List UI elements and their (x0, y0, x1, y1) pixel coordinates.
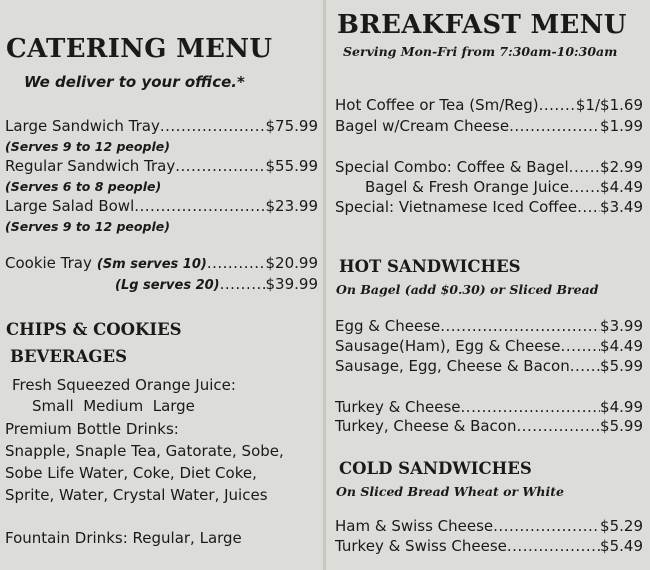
bottle-drinks-line: Sobe Life Water, Coke, Diet Coke, (5, 464, 257, 482)
item-price: $3.49 (600, 198, 643, 216)
item-name: Bagel w/Cream Cheese (335, 117, 510, 135)
item-price: $23.99 (265, 197, 318, 215)
leader-dots (507, 537, 600, 555)
item-name: Sausage(Ham), Egg & Cheese (335, 337, 561, 355)
bottle-drinks-line: Snapple, Snaple Tea, Gatorate, Sobe, (5, 442, 284, 460)
item-price: $4.99 (600, 398, 643, 416)
bottle-drinks-label: Premium Bottle Drinks: (5, 420, 179, 438)
menu-item-ham-swiss (335, 517, 643, 535)
leader-dots (207, 254, 266, 272)
hot-sandwiches-subtitle: On Bagel (add $0.30) or Sliced Bread (336, 282, 599, 297)
item-price: $5.99 (600, 417, 643, 435)
cold-sandwiches-heading: COLD SANDWICHES (339, 459, 532, 478)
item-name: Regular Sandwich Tray (5, 157, 176, 175)
menu-item-cookie-tray-small (5, 254, 318, 272)
cold-sandwiches-subtitle: On Sliced Bread Wheat or White (336, 484, 564, 499)
item-price: $1.99 (600, 117, 643, 135)
breakfast-title: BREAKFAST MENU (337, 10, 627, 40)
item-name: Cookie Tray (5, 254, 92, 272)
menu-item-bagel-orange-juice (365, 178, 643, 196)
menu-item-regular-sandwich-tray (5, 157, 318, 175)
leader-dots (493, 517, 600, 535)
item-size-note: (Lg serves 20) (115, 278, 220, 293)
item-name: Egg & Cheese (335, 317, 441, 335)
item-price: $39.99 (265, 275, 318, 293)
item-name: Large Salad Bowl (5, 197, 135, 215)
item-size-note: (Sm serves 10) (96, 257, 207, 272)
breakfast-hours: Serving Mon-Fri from 7:30am-10:30am (343, 44, 618, 59)
item-note: (Serves 9 to 12 people) (5, 219, 170, 234)
menu-item-large-salad-bowl (5, 197, 318, 215)
breakfast-column (327, 0, 650, 570)
leader-dots (561, 337, 601, 355)
menu-item-sausage-egg-cheese (335, 337, 643, 355)
chips-cookies-heading: CHIPS & COOKIES (6, 320, 182, 339)
item-price: $55.99 (265, 157, 318, 175)
leader-dots (134, 197, 265, 215)
bottle-drinks-line: Sprite, Water, Crystal Water, Juices (5, 486, 268, 504)
leader-dots (539, 96, 576, 114)
menu-item-special-combo (335, 158, 643, 176)
item-name: Hot Coffee or Tea (Sm/Reg) (335, 96, 539, 114)
item-name: Turkey, Cheese & Bacon (335, 417, 517, 435)
item-name: Large Sandwich Tray (5, 117, 160, 135)
menu-item-cookie-tray-large (115, 275, 318, 293)
leader-dots (570, 357, 600, 375)
item-name: Turkey & Swiss Cheese (335, 537, 507, 555)
leader-dots (577, 198, 600, 216)
menu-item-coffee-tea (335, 96, 643, 114)
item-price: $75.99 (265, 117, 318, 135)
item-price: $4.49 (600, 337, 643, 355)
item-name: Turkey & Cheese (335, 398, 461, 416)
item-price: $2.99 (600, 158, 643, 176)
item-price: $5.99 (600, 357, 643, 375)
catering-tagline: We deliver to your office.* (24, 73, 245, 91)
leader-dots (509, 117, 600, 135)
item-price: $20.99 (265, 254, 318, 272)
menu-item-egg-cheese (335, 317, 643, 335)
item-name: Ham & Swiss Cheese (335, 517, 494, 535)
item-name: Sausage, Egg, Cheese & Bacon (335, 357, 570, 375)
catering-title: CATERING MENU (6, 34, 273, 64)
menu-item-turkey-cheese-bacon (335, 417, 643, 435)
menu-item-bagel-cream-cheese (335, 117, 643, 135)
menu-item-turkey-cheese (335, 398, 643, 416)
leader-dots (569, 178, 600, 196)
leader-dots (160, 117, 266, 135)
item-price: $5.29 (600, 517, 643, 535)
item-price: $5.49 (600, 537, 643, 555)
item-price: $3.99 (600, 317, 643, 335)
item-note: (Serves 6 to 8 people) (5, 179, 162, 194)
menu-item-sausage-egg-cheese-bacon (335, 357, 643, 375)
leader-dots (440, 317, 600, 335)
item-price: $4.49 (600, 178, 643, 196)
leader-dots (220, 275, 266, 293)
fountain-drinks: Fountain Drinks: Regular, Large (5, 529, 242, 547)
leader-dots (175, 157, 265, 175)
item-price: $1/$1.69 (575, 96, 643, 114)
beverages-heading: BEVERAGES (10, 347, 127, 366)
menu-item-turkey-swiss (335, 537, 643, 555)
item-name: Special: Vietnamese Iced Coffee (335, 198, 578, 216)
leader-dots (516, 417, 600, 435)
menu-item-large-sandwich-tray (5, 117, 318, 135)
hot-sandwiches-heading: HOT SANDWICHES (339, 257, 521, 276)
orange-juice-sizes: Small Medium Large (32, 397, 195, 415)
menu-item-vietnamese-coffee (335, 198, 643, 216)
leader-dots (461, 398, 601, 416)
item-note: (Serves 9 to 12 people) (5, 139, 170, 154)
leader-dots (569, 158, 600, 176)
item-name: Bagel & Fresh Orange Juice (365, 178, 570, 196)
item-name: Special Combo: Coffee & Bagel (335, 158, 569, 176)
orange-juice-label: Fresh Squeezed Orange Juice: (12, 376, 236, 394)
